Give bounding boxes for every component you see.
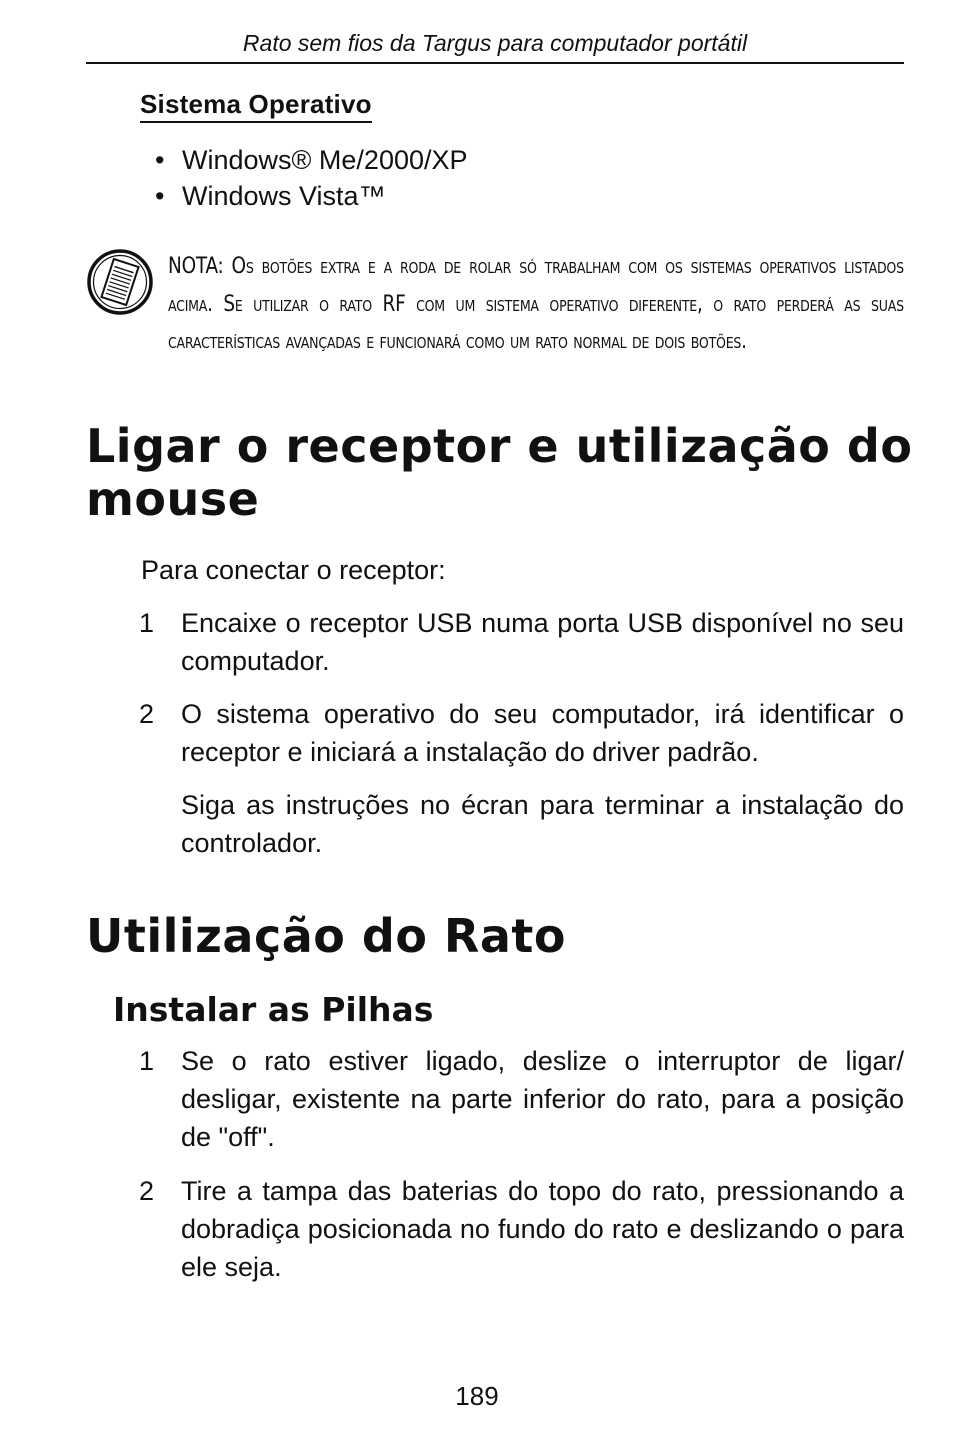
list-item	[155, 142, 468, 178]
note-text: NOTA: Os botões extra e a roda de rolar só trabalham com os sistemas operativos listados acima. Se utilizar o rato RF com um sistema operativo diferente, o rato perderá as suas características avançadas e funcionará como um rato normal de dois botões.	[168, 254, 904, 354]
section-heading-connect: Ligar o receptor e utilização do mouse	[86, 419, 913, 526]
os-item-label: Windows Vista™	[182, 181, 386, 211]
header-rule	[86, 62, 904, 64]
subheading-batteries: Instalar as Pilhas	[113, 990, 434, 1029]
os-list	[155, 142, 468, 214]
connect-intro: Para conectar o receptor:	[141, 555, 446, 585]
os-section-label: Sistema Operativo	[140, 88, 372, 123]
step-number: 1	[139, 608, 155, 638]
step-text: Se o rato estiver ligado, deslize o interruptor de ligar/ desligar, existente na parte inferior do rato, para a posição de "off".	[181, 1046, 904, 1152]
step-text: Tire a tampa das baterias do topo do rato, pressionando a dobradiça posicionada no fundo do rato e deslizando o para ele seja.	[181, 1176, 904, 1282]
connect-step-2	[139, 695, 904, 771]
step-text: Encaixe o receptor USB numa porta USB disponível no seu computador.	[181, 608, 904, 676]
list-item	[155, 178, 468, 214]
connect-follow-text: Siga as instruções no écran para terminar a instalação do controlador.	[181, 790, 904, 858]
bullet: •	[155, 181, 165, 211]
step-number: 2	[139, 699, 155, 729]
bullet: •	[155, 145, 165, 175]
battery-step-2	[139, 1172, 904, 1286]
step-number: 1	[139, 1046, 155, 1076]
section-heading-use: Utilização do Rato	[86, 909, 566, 963]
os-item-label: Windows® Me/2000/XP	[182, 145, 468, 175]
note-pad-icon	[86, 248, 154, 316]
page-number: 189	[455, 1381, 499, 1411]
battery-step-1	[139, 1042, 904, 1156]
running-header: Rato sem fios da Targus para computador portátil	[242, 30, 748, 56]
step-number: 2	[139, 1176, 155, 1206]
step-text: O sistema operativo do seu computador, irá identificar o receptor e iniciará a instalação do driver padrão.	[181, 699, 904, 767]
connect-step-1	[139, 604, 904, 680]
